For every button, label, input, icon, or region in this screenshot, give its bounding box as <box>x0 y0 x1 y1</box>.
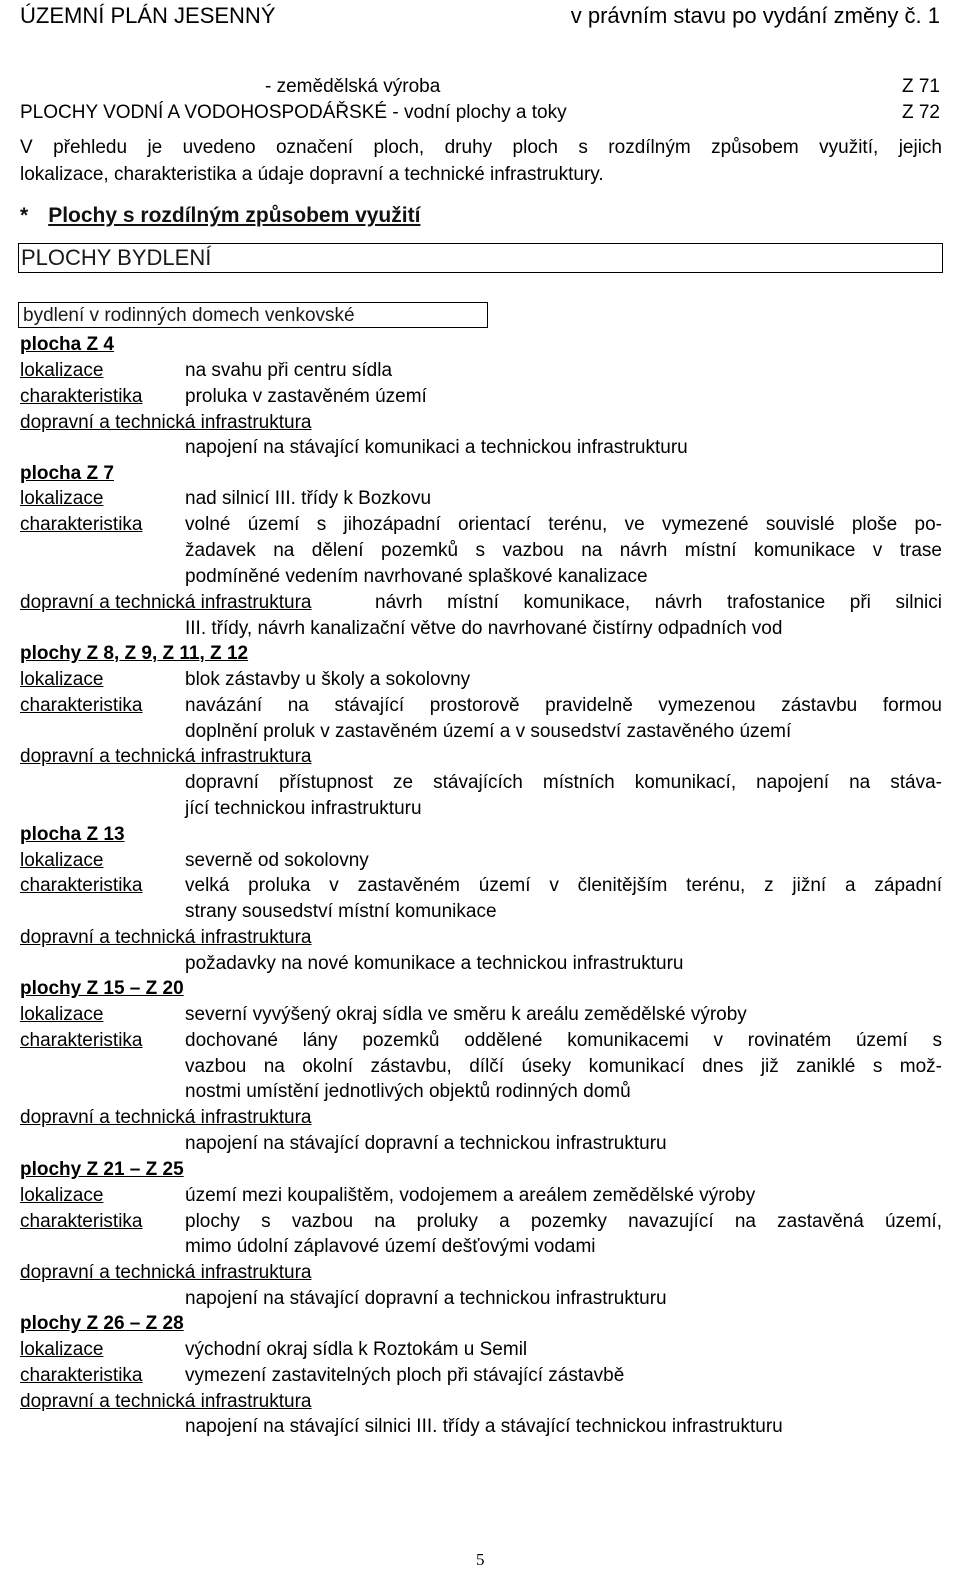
area-title: plochy Z 26 – Z 28 <box>20 1313 184 1334</box>
area-title: plocha Z 4 <box>20 334 114 355</box>
lokalizace-value: severní vyvýšený okraj sídla ve směru k areálu zemědělské výroby <box>185 1004 747 1025</box>
lokalizace-value: blok zástavby u školy a sokolovny <box>185 669 471 690</box>
area-title: plocha Z 13 <box>20 824 125 845</box>
charakteristika-value: proluka v zastavěném území <box>185 386 427 407</box>
category-title: PLOCHY BYDLENÍ <box>21 245 212 270</box>
section-title: Plochy s rozdílným způsobem využití <box>48 204 421 227</box>
infra-label: dopravní a technická infrastruktura <box>20 1262 312 1283</box>
page-number: 5 <box>476 1550 485 1569</box>
charakteristika-label: charakteristika <box>20 514 143 535</box>
lokalizace-label: lokalizace <box>20 488 104 509</box>
infra-value: jící technickou infrastrukturu <box>185 798 422 819</box>
charakteristika-label: charakteristika <box>20 386 143 407</box>
intro-row1-label: - zemědělská výroba <box>265 76 441 97</box>
lokalizace-label: lokalizace <box>20 1339 104 1360</box>
charakteristika-label: charakteristika <box>20 1211 143 1232</box>
lokalizace-label: lokalizace <box>20 360 104 381</box>
section-bullet: * <box>20 204 29 227</box>
infra-label: dopravní a technická infrastruktura <box>20 746 312 767</box>
lokalizace-label: lokalizace <box>20 1185 104 1206</box>
infra-value: napojení na stávající dopravní a technickou infrastrukturu <box>185 1288 667 1309</box>
intro-paragraph-line2: lokalizace, charakteristika a údaje dopravní a technické infrastruktury. <box>20 164 604 185</box>
charakteristika-value: velká proluka v zastavěném území v členitějším terénu, z jižní a západní <box>185 875 942 896</box>
infra-value: požadavky na nové komunikace a technickou infrastrukturu <box>185 953 684 974</box>
charakteristika-label: charakteristika <box>20 875 143 896</box>
charakteristika-value: vymezení zastavitelných ploch při stávající zástavbě <box>185 1365 625 1386</box>
charakteristika-value: plochy s vazbou na proluky a pozemky navazující na zastavěná území, <box>185 1211 942 1232</box>
charakteristika-value: strany sousedství místní komunikace <box>185 901 497 922</box>
charakteristika-label: charakteristika <box>20 1365 143 1386</box>
infra-label: dopravní a technická infrastruktura <box>20 1107 312 1128</box>
charakteristika-value: mimo údolní záplavové území dešťovými vodami <box>185 1236 596 1257</box>
charakteristika-value: vazbou na okolní zástavbu, dílčí úseky komunikací dnes již zaniklé s mož- <box>185 1056 942 1077</box>
subcategory-title: bydlení v rodinných domech venkovské <box>23 305 355 326</box>
intro-row2-label: PLOCHY VODNÍ A VODOHOSPODÁŘSKÉ - vodní plochy a toky <box>20 102 567 123</box>
charakteristika-value: podmíněné vedením navrhované splaškové kanalizace <box>185 566 648 587</box>
area-title: plocha Z 7 <box>20 463 114 484</box>
charakteristika-value: dochované lány pozemků oddělené komunikacemi v rovinatém území s <box>185 1030 942 1051</box>
charakteristika-label: charakteristika <box>20 695 143 716</box>
infra-value: návrh místní komunikace, návrh trafostanice při silnici <box>375 592 942 613</box>
infra-label: dopravní a technická infrastruktura <box>20 927 312 948</box>
lokalizace-label: lokalizace <box>20 669 104 690</box>
section-heading <box>20 204 420 228</box>
infra-value: napojení na stávající komunikaci a technickou infrastrukturu <box>185 437 688 458</box>
subcategory-box <box>18 302 488 328</box>
lokalizace-label: lokalizace <box>20 1004 104 1025</box>
lokalizace-value: východní okraj sídla k Roztokám u Semil <box>185 1339 528 1360</box>
lokalizace-value: na svahu při centru sídla <box>185 360 393 381</box>
infra-label: dopravní a technická infrastruktura <box>20 592 312 613</box>
intro-paragraph-line1: V přehledu je uvedeno označení ploch, druhy ploch s rozdílným způsobem využití, jejich <box>20 137 942 158</box>
charakteristika-value: volné území s jihozápadní orientací terénu, ve vymezené souvislé ploše po- <box>185 514 942 535</box>
document-status: v právním stavu po vydání změny č. 1 <box>570 3 940 28</box>
area-title: plochy Z 15 – Z 20 <box>20 978 184 999</box>
lokalizace-value: území mezi koupalištěm, vodojemem a areálem zemědělské výroby <box>185 1185 756 1206</box>
intro-row2-code: Z 72 <box>901 102 940 123</box>
infra-label: dopravní a technická infrastruktura <box>20 1391 312 1412</box>
lokalizace-value: nad silnicí III. třídy k Bozkovu <box>185 488 432 509</box>
infra-value: napojení na stávající dopravní a technickou infrastrukturu <box>185 1133 667 1154</box>
charakteristika-value: žadavek na dělení pozemků s vazbou na návrh místní komunikace v trase <box>185 540 942 561</box>
category-box <box>18 243 943 273</box>
infra-value: napojení na stávající silnici III. třídy a stávající technickou infrastrukturu <box>185 1416 783 1437</box>
infra-value: dopravní přístupnost ze stávajících místních komunikací, napojení na stáva- <box>185 772 942 793</box>
infra-value: III. třídy, návrh kanalizační větve do navrhované čistírny odpadních vod <box>185 618 783 639</box>
lokalizace-value: severně od sokolovny <box>185 850 369 871</box>
area-title: plochy Z 21 – Z 25 <box>20 1159 184 1180</box>
charakteristika-value: navázání na stávající prostorově pravidelně vymezenou zástavbu formou <box>185 695 942 716</box>
lokalizace-label: lokalizace <box>20 850 104 871</box>
charakteristika-value: nostmi umístění jednotlivých objektů rodinných domů <box>185 1081 631 1102</box>
area-title: plochy Z 8, Z 9, Z 11, Z 12 <box>20 643 249 664</box>
intro-row1-code: Z 71 <box>901 76 940 97</box>
document-title: ÚZEMNÍ PLÁN JESENNÝ <box>20 3 276 28</box>
infra-label: dopravní a technická infrastruktura <box>20 412 312 433</box>
charakteristika-value: doplnění proluk v zastavěném území a v sousedství zastavěného území <box>185 721 792 742</box>
charakteristika-label: charakteristika <box>20 1030 143 1051</box>
